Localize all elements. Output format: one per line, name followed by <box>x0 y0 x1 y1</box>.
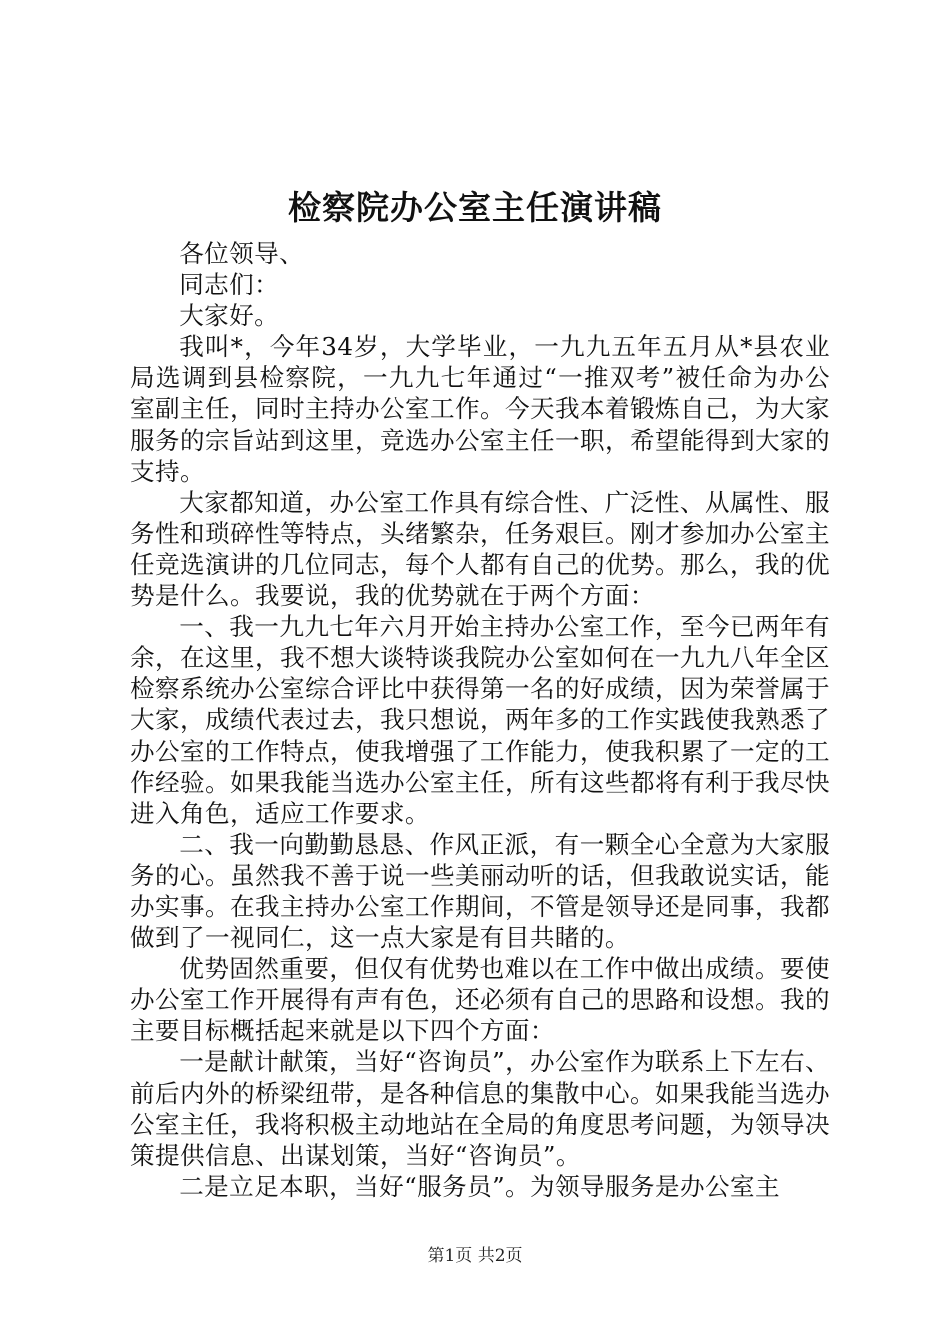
paragraph-advantage-two: 二、我一向勤勤恳恳、作风正派，有一颗全心全意为大家服务的心。虽然我不善于说一些美丽动听的话，但我敢说实话，能办实事。在我主持办公室工作期间，不管是领导还是同事，我都做到了一视同仁，这一点大家是有目共睹的。 <box>130 829 830 953</box>
document-body <box>130 238 830 1202</box>
paragraph-advantage-one: 一、我一九九七年六月开始主持办公室工作，至今已两年有余，在这里，我不想大谈特谈我院办公室如何在一九九八年全区检察系统办公室综合评比中获得第一名的好成绩，因为荣誉属于大家，成绩代表过去，我只想说，两年多的工作实践使我熟悉了办公室的工作特点，使我增强了工作能力，使我积累了一定的工作经验。如果我能当选办公室主任，所有这些都将有利于我尽快进入角色，适应工作要求。 <box>130 612 830 828</box>
paragraph-goals-intro: 优势固然重要，但仅有优势也难以在工作中做出成绩。要使办公室工作开展得有声有色，还必须有自己的思路和设想。我的主要目标概括起来就是以下四个方面： <box>130 954 830 1046</box>
page-number-footer: 第1页 共2页 <box>427 1246 523 1266</box>
document-title: 检察院办公室主任演讲稿 <box>288 188 662 227</box>
paragraph-office-characteristics: 大家都知道，办公室工作具有综合性、广泛性、从属性、服务性和琐碎性等特点，头绪繁杂，任务艰巨。刚才参加办公室主任竞选演讲的几位同志，每个人都有自己的优势。那么，我的优势是什么。我要说，我的优势就在于两个方面： <box>130 487 830 611</box>
paragraph-goal-one: 一是献计献策，当好“咨询员”，办公室作为联系上下左右、前后内外的桥梁纽带，是各种信息的集散中心。如果我能当选办公室主任，我将积极主动地站在全局的角度思考问题，为领导决策提供信息、出谋划策，当好“咨询员”。 <box>130 1047 830 1170</box>
salutation-comrades: 同志们： <box>179 270 280 300</box>
salutation-leaders: 各位领导、 <box>179 239 305 268</box>
paragraph-goal-two: 二是立足本职，当好“服务员”。为领导服务是办公室主 <box>179 1171 780 1201</box>
paragraph-introduction: 我叫*，今年34岁，大学毕业，一九九五年五月从*县农业局选调到县检察院，一九九七年通过“一推双考”被任命为办公室副主任，同时主持办公室工作。今天我本着锻炼自己，为大家服务的宗旨站到这里，竞选办公室主任一职，希望能得到大家的支持。 <box>130 332 830 486</box>
greeting: 大家好。 <box>179 301 280 331</box>
